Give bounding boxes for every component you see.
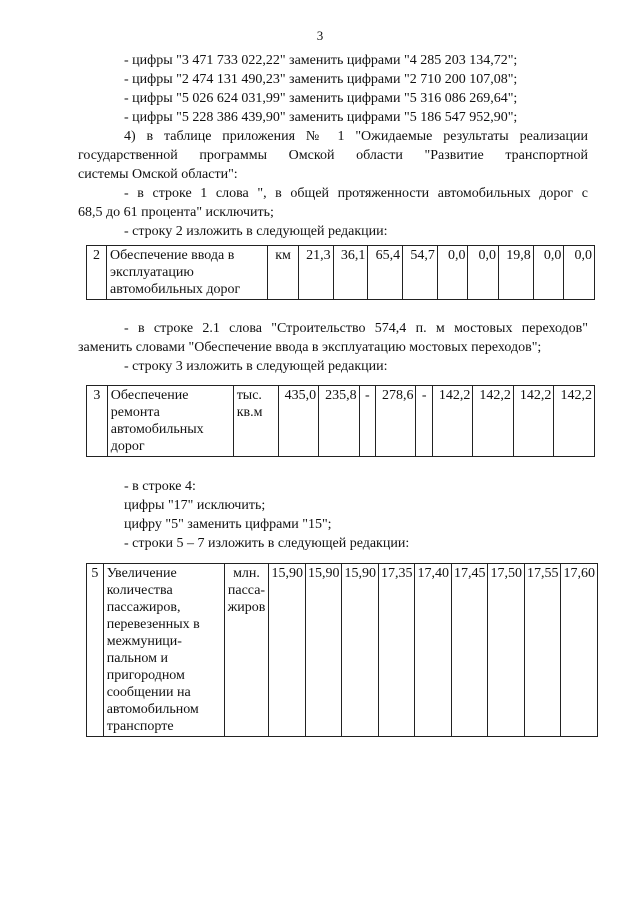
text-line: цифры "17" исключить; xyxy=(124,498,266,513)
row-number: 5 xyxy=(87,564,104,737)
text-line: государственной программы Омской области "Развитие транспортной xyxy=(78,148,588,163)
row-name-line: эксплуатацию xyxy=(110,265,194,280)
text-line: - в строке 1 слова ", в общей протяженности автомобильных дорог с xyxy=(124,186,588,201)
page-number: 3 xyxy=(316,28,324,43)
value-cell: 435,0 xyxy=(278,386,319,457)
value-cell: - xyxy=(359,386,375,457)
row-name-line: автомобильном xyxy=(106,702,199,717)
row-unit-line: пасса- xyxy=(227,583,266,598)
table-row-3 xyxy=(86,385,595,457)
row-unit-line: тыс. xyxy=(236,388,262,403)
value-cell: 17,40 xyxy=(415,564,452,737)
row-name xyxy=(107,386,233,457)
text-line: 68,5 до 61 процента" исключить; xyxy=(78,205,274,220)
text-line: - цифры "3 471 733 022,22" заменить цифрами "4 285 203 134,72"; xyxy=(124,53,518,68)
row-name-line: автомобильных дорог xyxy=(110,282,241,297)
row-name-line: пассажиров, xyxy=(106,600,181,615)
row-name-line: пригородном xyxy=(106,668,185,683)
row-name-line: межмуници- xyxy=(106,634,182,649)
text-line: - строку 3 изложить в следующей редакции: xyxy=(124,359,388,374)
value-cell: 15,90 xyxy=(269,564,306,737)
text-line: - строки 5 – 7 изложить в следующей редакции: xyxy=(124,536,410,551)
row-name-line: ремонта xyxy=(110,405,160,420)
text-line: - строку 2 изложить в следующей редакции: xyxy=(124,224,388,239)
value-cell: 142,2 xyxy=(554,386,595,457)
row-unit: км xyxy=(268,246,299,300)
value-cell: 142,2 xyxy=(513,386,554,457)
value-cell: 142,2 xyxy=(473,386,514,457)
value-cell: 15,90 xyxy=(305,564,342,737)
value-cell: 0,0 xyxy=(564,246,595,300)
row-number: 2 xyxy=(87,246,107,300)
value-cell: 0,0 xyxy=(533,246,564,300)
value-cell: 54,7 xyxy=(403,246,438,300)
table-row xyxy=(87,246,595,300)
text-line: - в строке 4: xyxy=(124,479,196,494)
row-unit xyxy=(233,386,278,457)
row-name xyxy=(107,246,268,300)
value-cell: 17,50 xyxy=(488,564,525,737)
table-row xyxy=(87,564,598,737)
row-name-line: автомобильных xyxy=(110,422,204,437)
text-line: - цифры "5 026 624 031,99" заменить цифрами "5 316 086 269,64"; xyxy=(124,91,518,106)
table-row-5 xyxy=(86,563,598,737)
text-line: - цифры "2 474 131 490,23" заменить цифрами "2 710 200 107,08"; xyxy=(124,72,518,87)
text-line: заменить словами "Обеспечение ввода в эксплуатацию мостовых переходов"; xyxy=(78,340,542,355)
table-row-2 xyxy=(86,245,595,300)
text-line: системы Омской области": xyxy=(78,167,238,182)
text-line: - в строке 2.1 слова "Строительство 574,4 п. м мостовых переходов" xyxy=(124,321,588,336)
row-name-line: сообщении на xyxy=(106,685,191,700)
text-line: 4) в таблице приложения № 1 "Ожидаемые результаты реализации xyxy=(124,129,588,144)
text-line: цифру "5" заменить цифрами "15"; xyxy=(124,517,332,532)
row-name-line: дорог xyxy=(110,439,145,454)
table-row xyxy=(87,386,595,457)
row-unit-line: жиров xyxy=(227,600,266,615)
value-cell: 17,55 xyxy=(524,564,561,737)
row-name-line: Обеспечение xyxy=(110,388,189,403)
row-name-line: транспорте xyxy=(106,719,174,734)
value-cell: 19,8 xyxy=(499,246,534,300)
row-number: 3 xyxy=(87,386,108,457)
value-cell: 278,6 xyxy=(375,386,416,457)
value-cell: 17,45 xyxy=(451,564,488,737)
value-cell: - xyxy=(416,386,432,457)
value-cell: 17,35 xyxy=(378,564,415,737)
text-line: - цифры "5 228 386 439,90" заменить цифрами "5 186 547 952,90"; xyxy=(124,110,518,125)
row-unit xyxy=(224,564,269,737)
row-name-line: перевезенных в xyxy=(106,617,200,632)
value-cell: 15,90 xyxy=(342,564,379,737)
value-cell: 65,4 xyxy=(368,246,403,300)
row-name-line: количества xyxy=(106,583,173,598)
value-cell: 142,2 xyxy=(432,386,473,457)
value-cell: 36,1 xyxy=(333,246,368,300)
row-unit-line: млн. xyxy=(233,566,260,581)
value-cell: 17,60 xyxy=(561,564,598,737)
row-name-line: Увеличение xyxy=(106,566,177,581)
value-cell: 21,3 xyxy=(298,246,333,300)
row-unit-line: кв.м xyxy=(236,405,263,420)
value-cell: 0,0 xyxy=(468,246,499,300)
value-cell: 0,0 xyxy=(437,246,468,300)
row-name-line: пальном и xyxy=(106,651,168,666)
row-name xyxy=(103,564,224,737)
value-cell: 235,8 xyxy=(319,386,360,457)
row-name-line: Обеспечение ввода в xyxy=(110,248,235,263)
